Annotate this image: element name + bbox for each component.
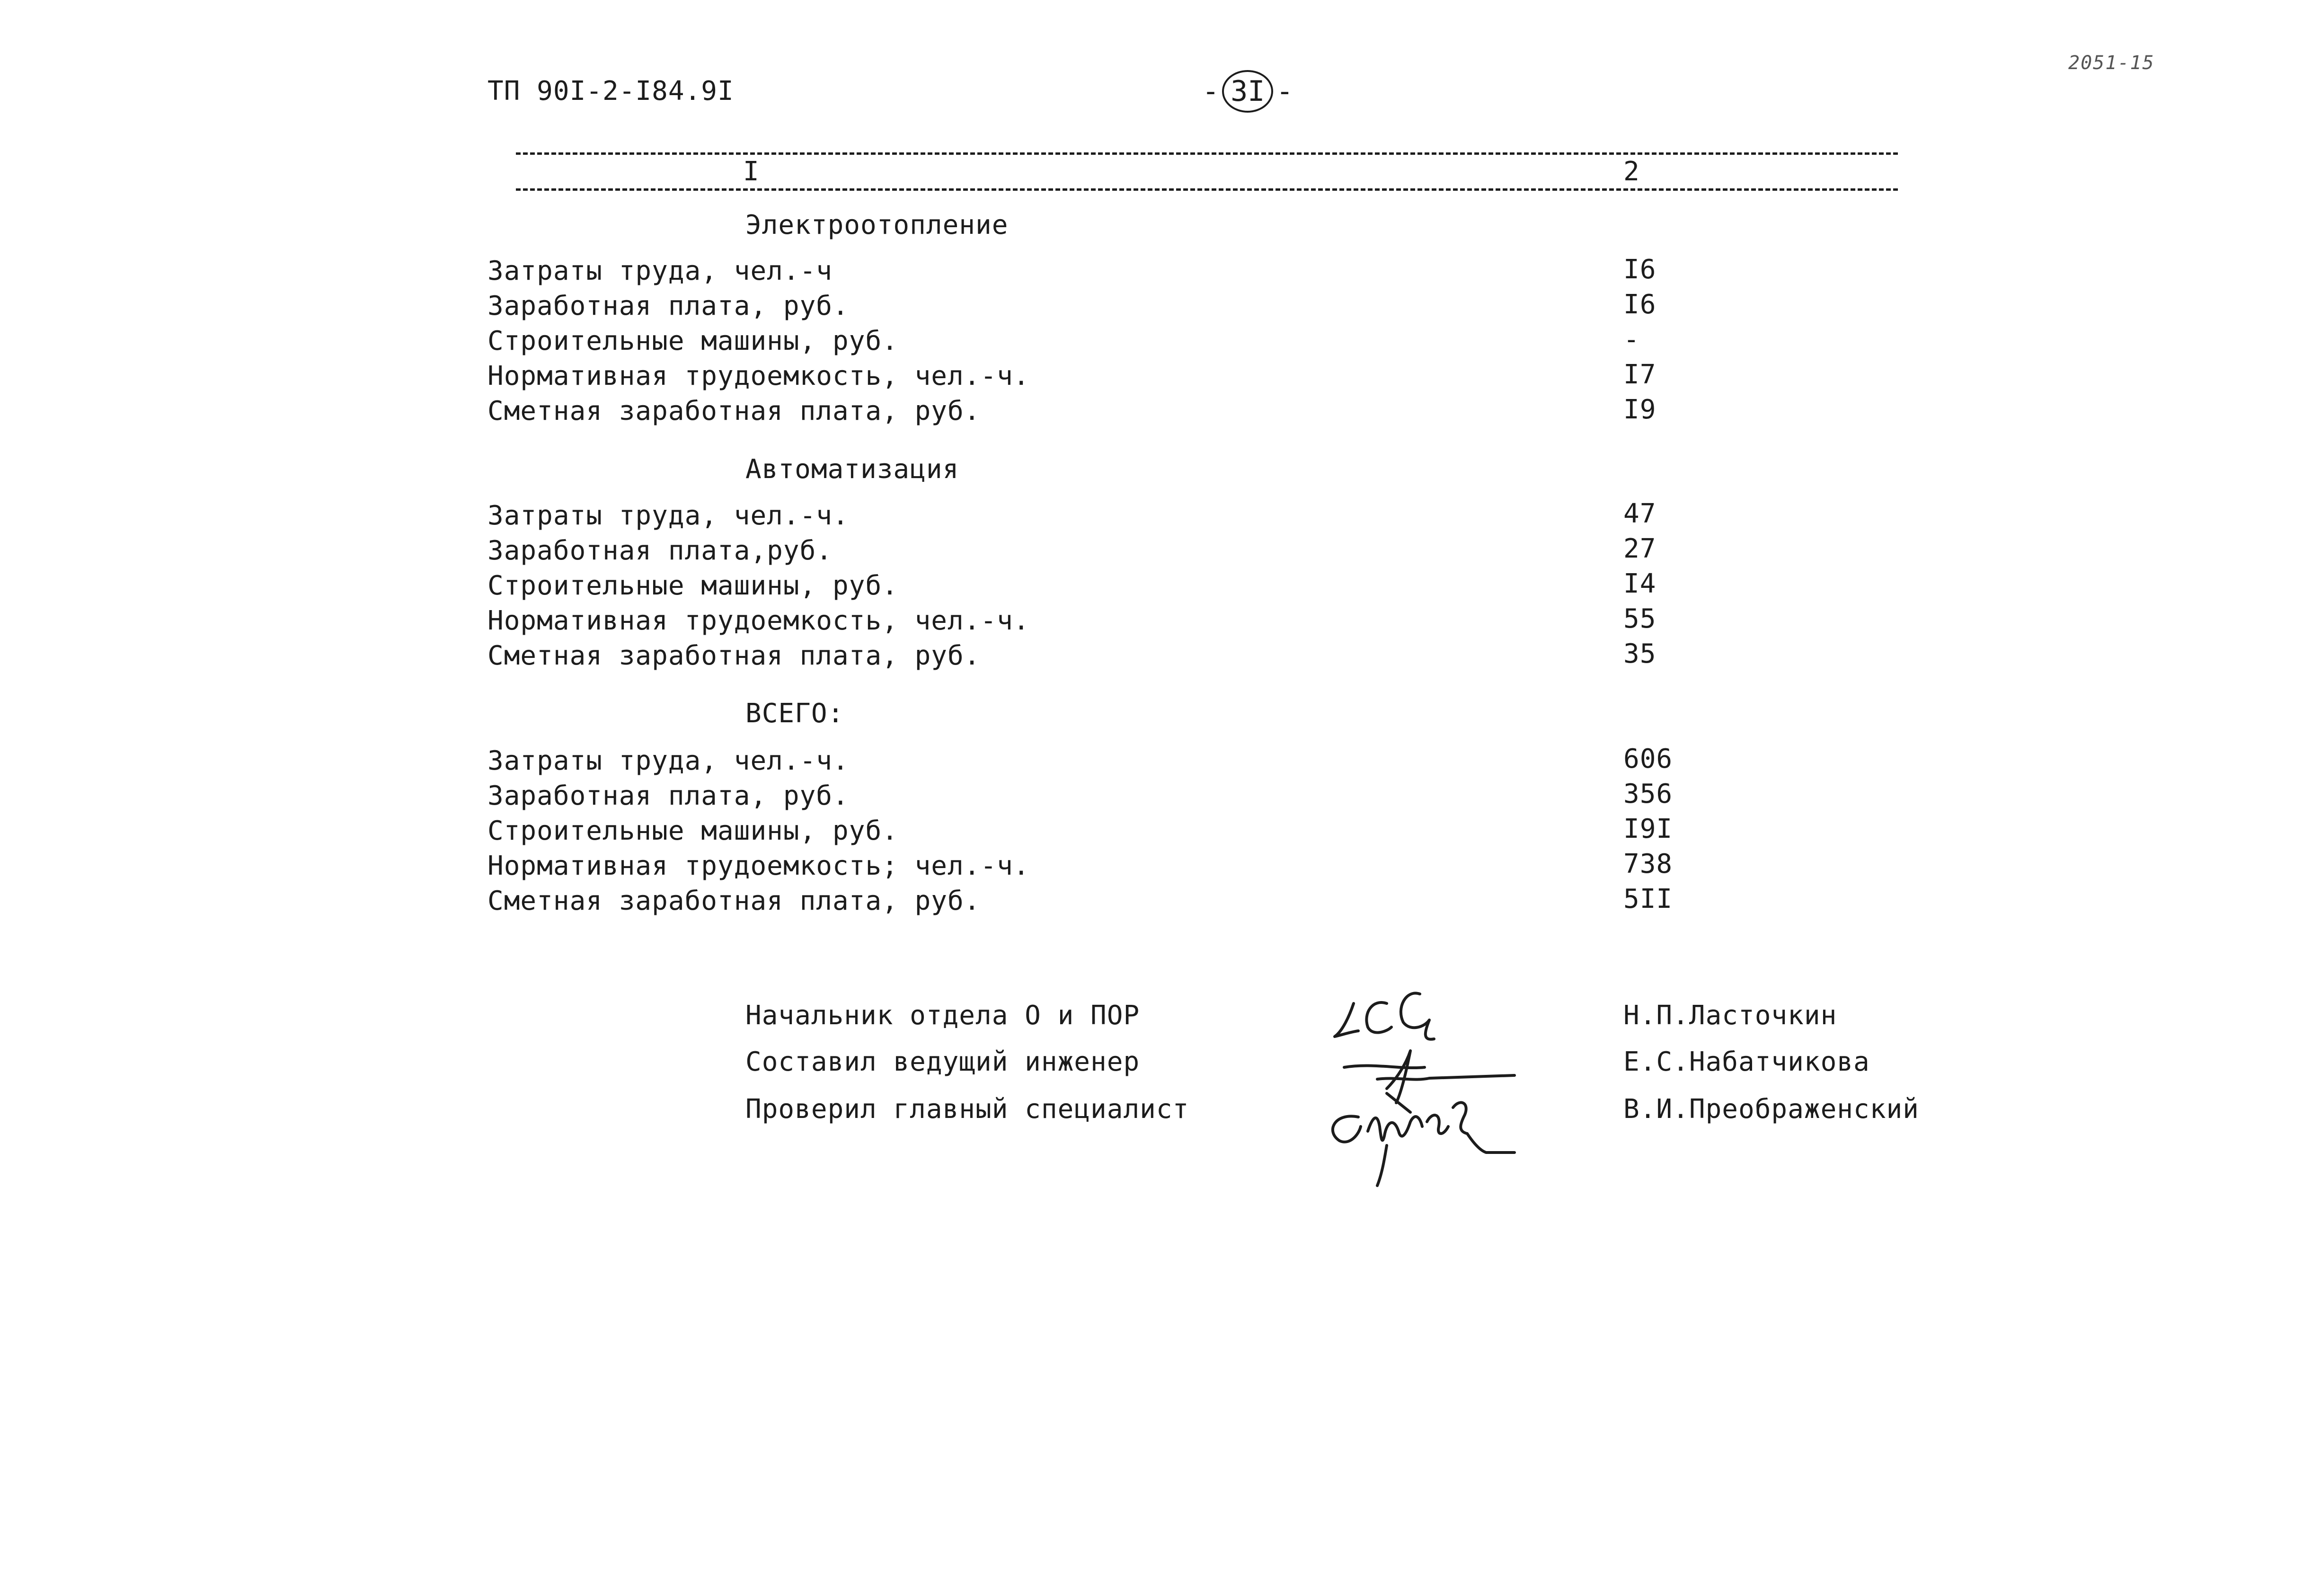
section-title-automation: Автоматизация (745, 454, 959, 485)
row-value: I6 (1623, 254, 1657, 285)
row-label: Заработная плата,руб. (487, 535, 833, 566)
signature-name: Н.П.Ласточкин (1623, 1000, 1837, 1031)
row-value: I9 (1623, 394, 1657, 425)
row-label: Нормативная трудоемкость, чел.-ч. (487, 361, 1030, 391)
row-value: 5II (1623, 884, 1673, 914)
page-number-suffix: - (1276, 75, 1293, 108)
signature-stroke (1333, 1116, 1361, 1142)
row-value: I7 (1623, 359, 1657, 390)
row-label: Затраты труда, чел.-ч (487, 256, 833, 286)
row-label: Строительные машины, руб. (487, 816, 898, 846)
signature-name: В.И.Преображенский (1623, 1094, 1919, 1125)
row-label: Сметная заработная плата, руб. (487, 640, 981, 671)
signature-role: Проверил главный специалист (745, 1094, 1189, 1125)
row-value: 606 (1623, 744, 1673, 774)
signature-role: Начальник отдела О и ПОР (745, 1000, 1140, 1031)
document-code: ТП 90I-2-I84.9I (487, 76, 734, 106)
row-value: 35 (1623, 638, 1657, 669)
signature-stroke (1335, 1003, 1358, 1037)
row-value: I9I (1623, 814, 1673, 844)
signature-stroke (1427, 1102, 1467, 1134)
column-header-2: 2 (1623, 156, 1640, 187)
row-label: Затраты труда, чел.-ч. (487, 500, 849, 531)
signature-name: Е.С.Набатчикова (1623, 1046, 1870, 1077)
row-value: 356 (1623, 779, 1673, 809)
signature-stroke (1377, 1145, 1387, 1186)
row-value: I6 (1623, 289, 1657, 320)
signature-stroke (1467, 1134, 1515, 1153)
row-value: 738 (1623, 849, 1673, 879)
handwritten-signatures (1316, 975, 1533, 1207)
row-value: 27 (1623, 533, 1657, 564)
row-label: Сметная заработная плата, руб. (487, 396, 981, 426)
page-number (1202, 70, 1293, 113)
row-value: - (1623, 324, 1640, 355)
row-label: Строительные машины, руб. (487, 570, 898, 601)
page-number-circle: 3I (1222, 70, 1273, 113)
signature-role: Составил ведущий инженер (745, 1046, 1140, 1077)
archive-mark: 2051-15 (2068, 52, 2155, 74)
row-value: 55 (1623, 603, 1657, 634)
row-label: Нормативная трудоемкость, чел.-ч. (487, 605, 1030, 636)
row-label: Сметная заработная плата, руб. (487, 886, 981, 916)
signature-stroke (1368, 1117, 1422, 1140)
section-title-total: ВСЕГО: (745, 698, 844, 729)
row-value: 47 (1623, 498, 1657, 529)
signature-stroke (1366, 1002, 1391, 1033)
signature-stroke (1344, 1065, 1425, 1068)
page-number-prefix: - (1202, 75, 1220, 108)
row-label: Затраты труда, чел.-ч. (487, 745, 849, 776)
table-top-divider (516, 152, 1898, 155)
signature-stroke (1401, 993, 1434, 1039)
row-label: Заработная плата, руб. (487, 780, 849, 811)
row-label: Строительные машины, руб. (487, 326, 898, 356)
table-header-divider (516, 188, 1898, 191)
row-value: I4 (1623, 568, 1657, 599)
section-title-heating: Электроотопление (745, 210, 1009, 240)
row-label: Нормативная трудоемкость; чел.-ч. (487, 851, 1030, 881)
column-header-1: I (743, 156, 760, 187)
row-label: Заработная плата, руб. (487, 291, 849, 321)
